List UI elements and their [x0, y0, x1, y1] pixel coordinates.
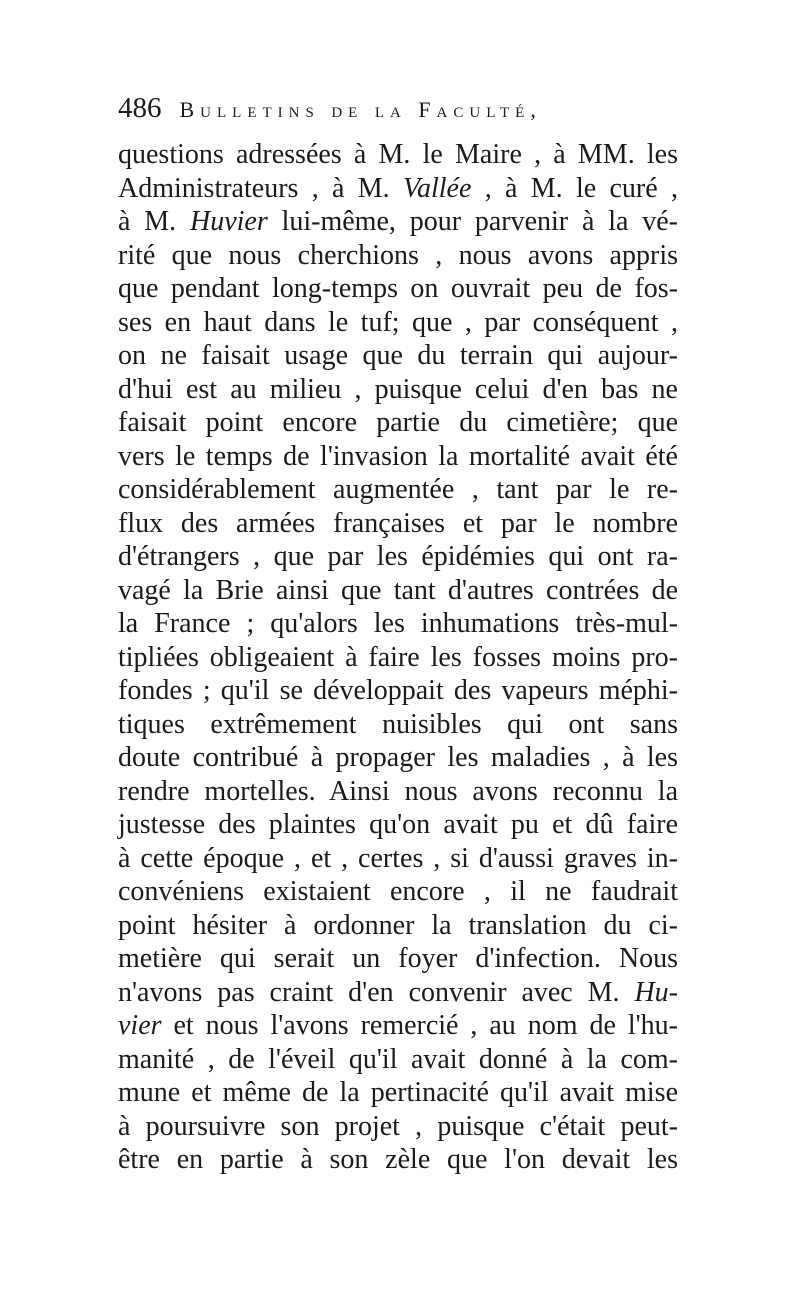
text-line — [118, 138, 678, 172]
text-segment: Administrateurs , à M. — [118, 172, 403, 204]
text-line — [118, 808, 678, 842]
text-line — [118, 1076, 678, 1110]
text-segment: point hésiter à ordonner la translation du ci- — [118, 909, 678, 941]
text-segment: lui-même, pour parvenir à la vé- — [267, 206, 678, 237]
text-line — [118, 875, 678, 909]
text-segment: à M. — [118, 206, 190, 237]
text-segment: vers le temps de l'invasion la mortalité avait été — [118, 440, 678, 472]
text-line — [118, 708, 678, 742]
text-line — [118, 1009, 678, 1043]
text-segment: rendre mortelles. Ainsi nous avons reconnu la — [118, 775, 678, 807]
text-line — [118, 574, 678, 608]
text-line — [118, 507, 678, 541]
text-line — [118, 674, 678, 708]
italic-name: Hu- — [634, 976, 678, 1008]
text-segment: justesse des plaintes qu'on avait pu et dû faire — [118, 809, 678, 840]
text-line — [118, 775, 678, 809]
italic-name: vier — [118, 1010, 162, 1041]
text-line — [118, 540, 678, 574]
text-line — [118, 741, 678, 775]
text-segment: doute contribué à propager les maladies , à les — [118, 742, 678, 773]
text-segment: faisait point encore partie du cimetière; que — [118, 407, 678, 438]
text-segment: fondes ; qu'il se développait des vapeurs méphi- — [118, 675, 678, 706]
text-segment: questions adressées à M. le Maire , à MM. les — [118, 139, 678, 170]
text-segment: vagé la Brie ainsi que tant d'autres contrées de — [118, 574, 678, 606]
text-segment: tipliées obligeaient à faire les fosses moins pro- — [118, 641, 678, 673]
text-segment: mune et même de la pertinacité qu'il avait mise — [118, 1077, 678, 1108]
text-line — [118, 976, 678, 1010]
text-line — [118, 942, 678, 976]
text-line — [118, 339, 678, 373]
text-segment: et nous l'avons remercié , au nom de l'hu- — [161, 1010, 678, 1041]
text-line — [118, 172, 678, 206]
text-line — [118, 440, 678, 474]
page-number: 486 — [118, 92, 162, 124]
text-segment: rité que nous cherchions , nous avons appris — [118, 239, 678, 271]
text-line — [118, 641, 678, 675]
text-segment: manité , de l'éveil qu'il avait donné à la com- — [118, 1043, 678, 1075]
text-line — [118, 239, 678, 273]
text-line — [118, 473, 678, 507]
text-segment: considérablement augmentée , tant par le re- — [118, 474, 678, 505]
running-title: Bulletins de la Faculté, — [179, 97, 542, 122]
italic-name: Vallée — [402, 172, 472, 204]
text-line — [118, 1043, 678, 1077]
text-segment: metière qui serait un foyer d'infection. Nous — [118, 943, 678, 974]
text-segment: d'hui est au milieu , puisque celui d'en bas ne — [118, 373, 678, 405]
text-line — [118, 205, 678, 239]
body-text — [118, 138, 678, 1177]
text-segment: d'étrangers , que par les épidémies qui ont ra- — [118, 541, 678, 572]
text-segment: convéniens existaient encore , il ne faudrait — [118, 876, 678, 907]
text-segment: tiques extrêmement nuisibles qui ont sans — [118, 708, 678, 740]
text-segment: que pendant long-temps on ouvrait peu de fos- — [118, 273, 678, 304]
text-segment: à cette époque , et , certes , si d'aussi graves in- — [118, 842, 678, 874]
text-segment: la France ; qu'alors les inhumations très-mul- — [118, 608, 678, 639]
italic-name: Huvier — [189, 206, 268, 237]
text-line — [118, 373, 678, 407]
text-segment: à poursuivre son projet , puisque c'était peut- — [118, 1110, 678, 1142]
text-line — [118, 909, 678, 943]
text-line — [118, 406, 678, 440]
text-line — [118, 1143, 678, 1177]
text-segment: on ne faisait usage que du terrain qui aujour- — [118, 340, 678, 371]
text-segment: n'avons pas craint d'en convenir avec M. — [118, 976, 635, 1008]
text-segment: flux des armées françaises et par le nombre — [118, 507, 678, 539]
text-line — [118, 842, 678, 876]
text-line — [118, 607, 678, 641]
text-segment: ses en haut dans le tuf; que , par conséquent , — [118, 306, 678, 338]
text-line — [118, 306, 678, 340]
text-line — [118, 272, 678, 306]
text-segment: être en partie à son zèle que l'on devait les — [118, 1144, 678, 1175]
page-header — [118, 92, 698, 132]
text-line — [118, 1110, 678, 1144]
text-segment: , à M. le curé , — [471, 172, 678, 204]
